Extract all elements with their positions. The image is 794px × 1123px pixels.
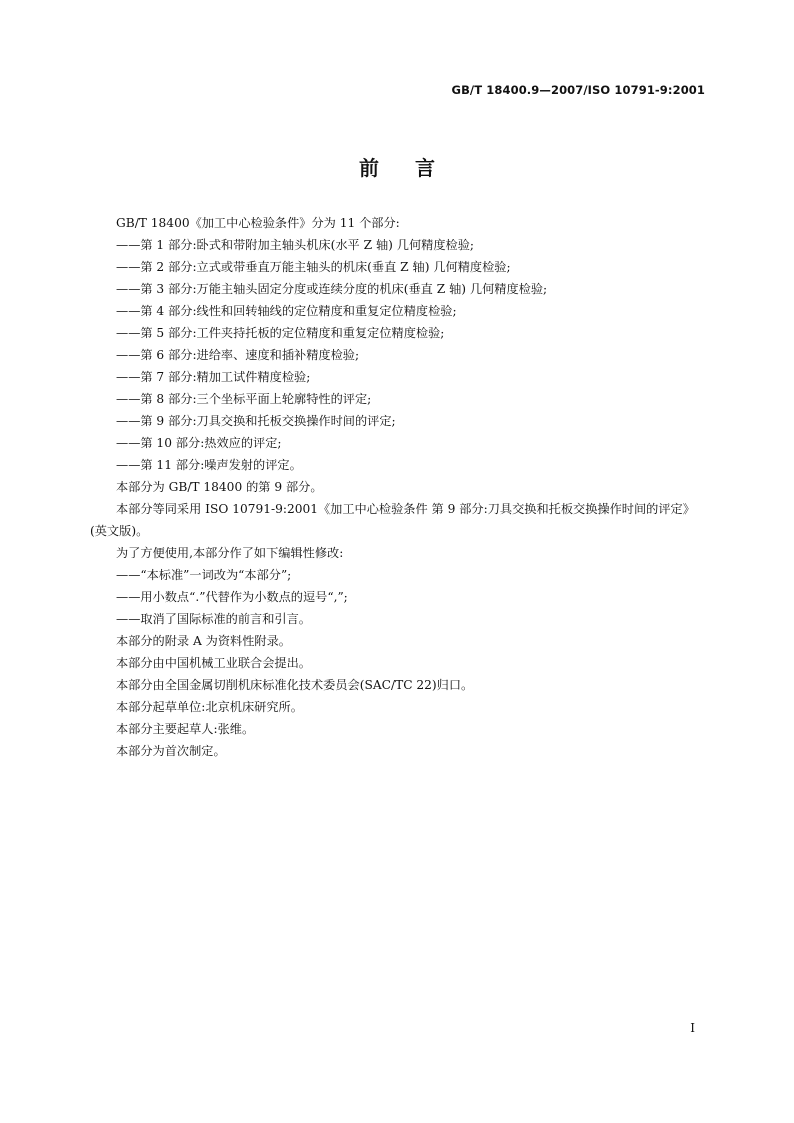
list-item-change-3: ——取消了国际标准的前言和引言。 bbox=[116, 612, 311, 626]
list-item-part-6: ——第 6 部分:进给率、速度和插补精度检验; bbox=[116, 348, 360, 362]
list-item-part-2: ——第 2 部分:立式或带垂直万能主轴头的机床(垂直 Z 轴) 几何精度检验; bbox=[116, 260, 511, 274]
list-item-part-4: ——第 4 部分:线性和回转轴线的定位精度和重复定位精度检验; bbox=[116, 304, 457, 318]
editorial-intro-paragraph: 为了方便使用,本部分作了如下编辑性修改: bbox=[116, 546, 344, 560]
foreword-body bbox=[90, 212, 708, 762]
editorial-changes-list bbox=[90, 564, 708, 630]
list-item-change-1: ——“本标准”一词改为“本部分”; bbox=[116, 568, 292, 582]
statement-drafting-unit: 本部分起草单位:北京机床研究所。 bbox=[116, 700, 303, 714]
list-item-part-10: ——第 10 部分:热效应的评定; bbox=[116, 436, 282, 450]
statement-proposer: 本部分由中国机械工业联合会提出。 bbox=[116, 656, 311, 670]
statement-drafter: 本部分主要起草人:张维。 bbox=[116, 722, 255, 736]
this-part-paragraph: 本部分为 GB/T 18400 的第 9 部分。 bbox=[116, 480, 323, 494]
list-item-change-2: ——用小数点“.”代替作为小数点的逗号“,”; bbox=[116, 590, 348, 604]
equivalence-paragraph: 本部分等同采用 ISO 10791-9:2001《加工中心检验条件 第 9 部分:刀具交换和托板交换操作时间的评定》(英文版)。 bbox=[90, 502, 695, 538]
standard-code-header: GB/T 18400.9—2007/ISO 10791-9:2001 bbox=[451, 83, 705, 97]
list-item-part-8: ——第 8 部分:三个坐标平面上轮廓特性的评定; bbox=[116, 392, 372, 406]
parts-list bbox=[90, 234, 708, 476]
intro-paragraph: GB/T 18400《加工中心检验条件》分为 11 个部分: bbox=[116, 216, 400, 230]
list-item-part-7: ——第 7 部分:精加工试件精度检验; bbox=[116, 370, 311, 384]
page-title bbox=[0, 152, 794, 181]
title-char-2: 言 bbox=[415, 156, 435, 180]
title-char-1: 前 bbox=[359, 156, 379, 180]
list-item-part-5: ——第 5 部分:工件夹持托板的定位精度和重复定位精度检验; bbox=[116, 326, 445, 340]
list-item-part-3: ——第 3 部分:万能主轴头固定分度或连续分度的机床(垂直 Z 轴) 几何精度检验; bbox=[116, 282, 548, 296]
list-item-part-11: ——第 11 部分:噪声发射的评定。 bbox=[116, 458, 302, 472]
page-number: I bbox=[690, 1021, 695, 1035]
statement-annex: 本部分的附录 A 为资料性附录。 bbox=[116, 634, 291, 648]
statement-first-edition: 本部分为首次制定。 bbox=[116, 744, 226, 758]
list-item-part-1: ——第 1 部分:卧式和带附加主轴头机床(水平 Z 轴) 几何精度检验; bbox=[116, 238, 475, 252]
statement-committee: 本部分由全国金属切削机床标准化技术委员会(SAC/TC 22)归口。 bbox=[116, 678, 474, 692]
list-item-part-9: ——第 9 部分:刀具交换和托板交换操作时间的评定; bbox=[116, 414, 396, 428]
